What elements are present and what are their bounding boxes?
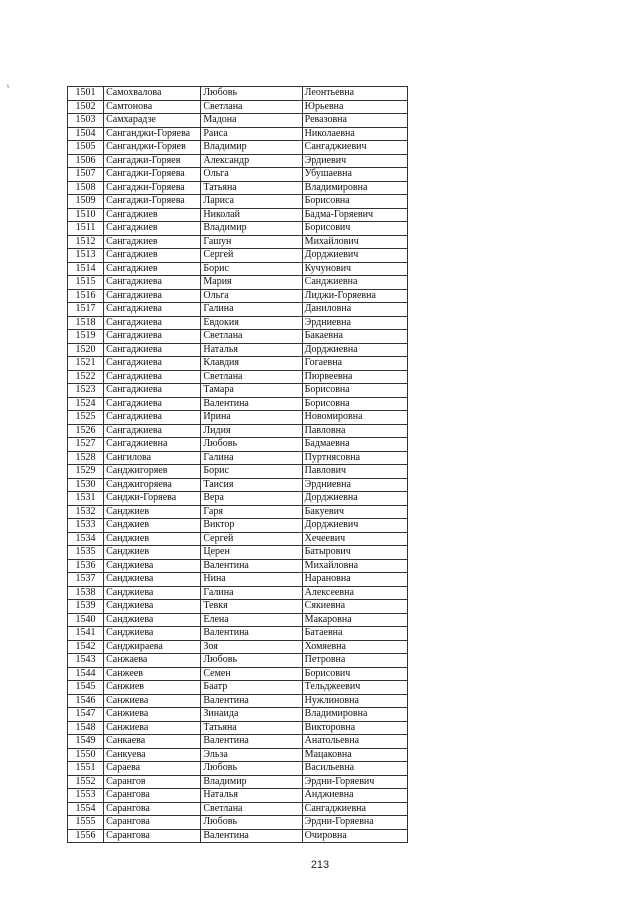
table-row — [68, 424, 408, 438]
record-number-cell: 1511 — [68, 222, 104, 236]
patronymic-cell: Батаевна — [302, 627, 407, 641]
surname-cell: Сангаджиева — [104, 411, 201, 425]
table-row — [68, 154, 408, 168]
patronymic-cell: Михайлович — [302, 235, 407, 249]
surname-cell: Сангаджиева — [104, 289, 201, 303]
first-name-cell: Николай — [201, 208, 302, 222]
record-number-cell: 1549 — [68, 735, 104, 749]
surname-cell: Санжаева — [104, 654, 201, 668]
record-number-cell: 1531 — [68, 492, 104, 506]
patronymic-cell: Анджиевна — [302, 789, 407, 803]
record-number-cell: 1535 — [68, 546, 104, 560]
first-name-cell: Светлана — [201, 802, 302, 816]
surname-cell: Сангаджиева — [104, 303, 201, 317]
first-name-cell: Любовь — [201, 654, 302, 668]
surname-cell: Сангаджиева — [104, 357, 201, 371]
surname-cell: Санкаева — [104, 735, 201, 749]
patronymic-cell: Анатольевна — [302, 735, 407, 749]
first-name-cell: Владимир — [201, 141, 302, 155]
first-name-cell: Семен — [201, 667, 302, 681]
record-number-cell: 1556 — [68, 829, 104, 843]
record-number-cell: 1548 — [68, 721, 104, 735]
patronymic-cell: Сангаджиевна — [302, 802, 407, 816]
surname-cell: Сангаджиев — [104, 249, 201, 263]
first-name-cell: Валентина — [201, 559, 302, 573]
table-row — [68, 276, 408, 290]
table-row — [68, 303, 408, 317]
surname-cell: Сангаджиева — [104, 330, 201, 344]
record-number-cell: 1504 — [68, 127, 104, 141]
surname-cell: Санджиева — [104, 586, 201, 600]
record-number-cell: 1513 — [68, 249, 104, 263]
first-name-cell: Елена — [201, 613, 302, 627]
table-row — [68, 573, 408, 587]
table-row — [68, 438, 408, 452]
first-name-cell: Валентина — [201, 627, 302, 641]
table-row — [68, 451, 408, 465]
surname-cell: Сангаджиева — [104, 397, 201, 411]
record-number-cell: 1553 — [68, 789, 104, 803]
first-name-cell: Лидия — [201, 424, 302, 438]
patronymic-cell: Сангаджиевич — [302, 141, 407, 155]
patronymic-cell: Сякиевна — [302, 600, 407, 614]
surname-cell: Сангаджи-Горяев — [104, 154, 201, 168]
table-row — [68, 397, 408, 411]
patronymic-cell: Михайловна — [302, 559, 407, 573]
table-row — [68, 667, 408, 681]
record-number-cell: 1517 — [68, 303, 104, 317]
first-name-cell: Валентина — [201, 694, 302, 708]
patronymic-cell: Нужлиновна — [302, 694, 407, 708]
table-row — [68, 708, 408, 722]
surname-cell: Сангаджи-Горяева — [104, 168, 201, 182]
patronymic-cell: Санджиевна — [302, 276, 407, 290]
first-name-cell: Любовь — [201, 816, 302, 830]
surname-cell: Сарангов — [104, 775, 201, 789]
first-name-cell: Зоя — [201, 640, 302, 654]
record-number-cell: 1509 — [68, 195, 104, 209]
patronymic-cell: Пюрвеевна — [302, 370, 407, 384]
patronymic-cell: Алексеевна — [302, 586, 407, 600]
record-number-cell: 1512 — [68, 235, 104, 249]
record-number-cell: 1528 — [68, 451, 104, 465]
first-name-cell: Татьяна — [201, 721, 302, 735]
patronymic-cell: Васильевна — [302, 762, 407, 776]
surname-cell: Санжиева — [104, 708, 201, 722]
first-name-cell: Галина — [201, 586, 302, 600]
surname-cell: Сангаджиев — [104, 262, 201, 276]
patronymic-cell: Хомяевна — [302, 640, 407, 654]
record-number-cell: 1518 — [68, 316, 104, 330]
record-number-cell: 1529 — [68, 465, 104, 479]
record-number-cell: 1508 — [68, 181, 104, 195]
surname-cell: Самохвалова — [104, 87, 201, 101]
patronymic-cell: Новомировна — [302, 411, 407, 425]
first-name-cell: Гаря — [201, 505, 302, 519]
surname-cell: Сангаджиев — [104, 222, 201, 236]
record-number-cell: 1541 — [68, 627, 104, 641]
table-row — [68, 316, 408, 330]
table-row — [68, 384, 408, 398]
table-row — [68, 816, 408, 830]
record-number-cell: 1526 — [68, 424, 104, 438]
record-number-cell: 1544 — [68, 667, 104, 681]
first-name-cell: Владимир — [201, 222, 302, 236]
surname-cell: Санганджи-Горяев — [104, 141, 201, 155]
patronymic-cell: Батырович — [302, 546, 407, 560]
surname-cell: Сангаджиев — [104, 208, 201, 222]
surname-cell: Сарангова — [104, 829, 201, 843]
table-row — [68, 546, 408, 560]
first-name-cell: Мадона — [201, 114, 302, 128]
surname-cell: Самхарадзе — [104, 114, 201, 128]
table-row — [68, 519, 408, 533]
page-number: 213 — [310, 859, 330, 871]
patronymic-cell: Мацаковна — [302, 748, 407, 762]
first-name-cell: Валентина — [201, 829, 302, 843]
table-row — [68, 357, 408, 371]
patronymic-cell: Очировна — [302, 829, 407, 843]
first-name-cell: Нина — [201, 573, 302, 587]
surname-cell: Сарангова — [104, 789, 201, 803]
patronymic-cell: Тельджеевич — [302, 681, 407, 695]
record-number-cell: 1516 — [68, 289, 104, 303]
surname-cell: Санкуева — [104, 748, 201, 762]
table-row — [68, 114, 408, 128]
first-name-cell: Любовь — [201, 438, 302, 452]
patronymic-cell: Дорджиевич — [302, 519, 407, 533]
patronymic-cell: Владимировна — [302, 708, 407, 722]
surname-cell: Сангаджи-Горяева — [104, 181, 201, 195]
first-name-cell: Борис — [201, 262, 302, 276]
record-number-cell: 1524 — [68, 397, 104, 411]
table-row — [68, 802, 408, 816]
surname-cell: Санжиева — [104, 721, 201, 735]
patronymic-cell: Эрдни-Горяевич — [302, 775, 407, 789]
surname-cell: Санджиев — [104, 532, 201, 546]
surname-cell: Санганджи-Горяева — [104, 127, 201, 141]
record-number-cell: 1507 — [68, 168, 104, 182]
surname-cell: Санджиева — [104, 573, 201, 587]
patronymic-cell: Бадмаевна — [302, 438, 407, 452]
patronymic-cell: Убушаевна — [302, 168, 407, 182]
record-number-cell: 1501 — [68, 87, 104, 101]
surname-cell: Санджираева — [104, 640, 201, 654]
patronymic-cell: Ревазовна — [302, 114, 407, 128]
table-row — [68, 181, 408, 195]
surname-cell: Санжиев — [104, 681, 201, 695]
first-name-cell: Борис — [201, 465, 302, 479]
record-number-cell: 1537 — [68, 573, 104, 587]
first-name-cell: Валентина — [201, 397, 302, 411]
patronymic-cell: Бакуевич — [302, 505, 407, 519]
surname-cell: Санджиев — [104, 519, 201, 533]
surname-cell: Санджиева — [104, 600, 201, 614]
surname-cell: Санджиев — [104, 505, 201, 519]
first-name-cell: Любовь — [201, 87, 302, 101]
first-name-cell: Таисия — [201, 478, 302, 492]
surname-cell: Сараева — [104, 762, 201, 776]
first-name-cell: Виктор — [201, 519, 302, 533]
surname-cell: Сангилова — [104, 451, 201, 465]
table-row — [68, 411, 408, 425]
table-row — [68, 127, 408, 141]
surname-cell: Санджигоряев — [104, 465, 201, 479]
table-row — [68, 640, 408, 654]
patronymic-cell: Борисович — [302, 667, 407, 681]
table-row — [68, 465, 408, 479]
first-name-cell: Евдокия — [201, 316, 302, 330]
surname-cell: Сангаджиева — [104, 343, 201, 357]
record-number-cell: 1555 — [68, 816, 104, 830]
record-number-cell: 1545 — [68, 681, 104, 695]
patronymic-cell: Дорджиевич — [302, 249, 407, 263]
record-number-cell: 1527 — [68, 438, 104, 452]
record-number-cell: 1543 — [68, 654, 104, 668]
first-name-cell: Александр — [201, 154, 302, 168]
record-number-cell: 1510 — [68, 208, 104, 222]
record-number-cell: 1551 — [68, 762, 104, 776]
table-row — [68, 249, 408, 263]
record-number-cell: 1523 — [68, 384, 104, 398]
table-row — [68, 586, 408, 600]
table-row — [68, 559, 408, 573]
table-row — [68, 492, 408, 506]
surname-cell: Сангаджиева — [104, 384, 201, 398]
first-name-cell: Сергей — [201, 532, 302, 546]
table-row — [68, 208, 408, 222]
first-name-cell: Гашун — [201, 235, 302, 249]
first-name-cell: Лариса — [201, 195, 302, 209]
record-number-cell: 1547 — [68, 708, 104, 722]
patronymic-cell: Эрдни-Горяевна — [302, 816, 407, 830]
record-number-cell: 1505 — [68, 141, 104, 155]
patronymic-cell: Хечеевич — [302, 532, 407, 546]
table-row — [68, 627, 408, 641]
patronymic-cell: Эрдниевна — [302, 316, 407, 330]
table-row — [68, 681, 408, 695]
first-name-cell: Вера — [201, 492, 302, 506]
record-number-cell: 1521 — [68, 357, 104, 371]
record-number-cell: 1540 — [68, 613, 104, 627]
patronymic-cell: Лиджи-Горяевна — [302, 289, 407, 303]
table-row — [68, 748, 408, 762]
record-number-cell: 1534 — [68, 532, 104, 546]
first-name-cell: Церен — [201, 546, 302, 560]
record-number-cell: 1519 — [68, 330, 104, 344]
patronymic-cell: Эрдиевич — [302, 154, 407, 168]
first-name-cell: Светлана — [201, 330, 302, 344]
record-number-cell: 1506 — [68, 154, 104, 168]
record-number-cell: 1536 — [68, 559, 104, 573]
table-row — [68, 613, 408, 627]
table-row — [68, 235, 408, 249]
patronymic-cell: Юрьевна — [302, 100, 407, 114]
first-name-cell: Наталья — [201, 343, 302, 357]
surname-cell: Сангаджиева — [104, 316, 201, 330]
record-number-cell: 1520 — [68, 343, 104, 357]
roster-table — [67, 86, 408, 843]
table-row — [68, 829, 408, 843]
record-number-cell: 1533 — [68, 519, 104, 533]
record-number-cell: 1552 — [68, 775, 104, 789]
first-name-cell: Ольга — [201, 168, 302, 182]
record-number-cell: 1503 — [68, 114, 104, 128]
table-row — [68, 775, 408, 789]
table-row — [68, 343, 408, 357]
patronymic-cell: Борисович — [302, 222, 407, 236]
first-name-cell: Владимир — [201, 775, 302, 789]
patronymic-cell: Леонтьевна — [302, 87, 407, 101]
first-name-cell: Баатр — [201, 681, 302, 695]
first-name-cell: Сергей — [201, 249, 302, 263]
surname-cell: Сарангова — [104, 802, 201, 816]
patronymic-cell: Борисовна — [302, 384, 407, 398]
surname-cell: Сангаджиева — [104, 424, 201, 438]
first-name-cell: Тамара — [201, 384, 302, 398]
patronymic-cell: Бадма-Горяевич — [302, 208, 407, 222]
surname-cell: Санджигоряева — [104, 478, 201, 492]
record-number-cell: 1525 — [68, 411, 104, 425]
table-row — [68, 532, 408, 546]
first-name-cell: Раиса — [201, 127, 302, 141]
first-name-cell: Любовь — [201, 762, 302, 776]
first-name-cell: Клавдия — [201, 357, 302, 371]
record-number-cell: 1530 — [68, 478, 104, 492]
patronymic-cell: Дорджиевна — [302, 492, 407, 506]
table-row — [68, 262, 408, 276]
table-row — [68, 762, 408, 776]
table-row — [68, 330, 408, 344]
surname-cell: Санджиев — [104, 546, 201, 560]
first-name-cell: Светлана — [201, 100, 302, 114]
record-number-cell: 1502 — [68, 100, 104, 114]
first-name-cell: Эльза — [201, 748, 302, 762]
table-row — [68, 289, 408, 303]
record-number-cell: 1532 — [68, 505, 104, 519]
surname-cell: Санджиева — [104, 559, 201, 573]
roster-table-body — [68, 87, 408, 843]
surname-cell: Санджиева — [104, 613, 201, 627]
patronymic-cell: Даниловна — [302, 303, 407, 317]
table-row — [68, 735, 408, 749]
table-row — [68, 600, 408, 614]
first-name-cell: Татьяна — [201, 181, 302, 195]
table-row — [68, 721, 408, 735]
table-row — [68, 222, 408, 236]
patronymic-cell: Викторовна — [302, 721, 407, 735]
surname-cell: Санжеев — [104, 667, 201, 681]
table-row — [68, 654, 408, 668]
record-number-cell: 1515 — [68, 276, 104, 290]
table-row — [68, 478, 408, 492]
record-number-cell: 1554 — [68, 802, 104, 816]
patronymic-cell: Павлович — [302, 465, 407, 479]
patronymic-cell: Борисовна — [302, 195, 407, 209]
first-name-cell: Мария — [201, 276, 302, 290]
patronymic-cell: Павловна — [302, 424, 407, 438]
table-row — [68, 694, 408, 708]
first-name-cell: Наталья — [201, 789, 302, 803]
patronymic-cell: Нарановна — [302, 573, 407, 587]
first-name-cell: Ольга — [201, 289, 302, 303]
record-number-cell: 1546 — [68, 694, 104, 708]
surname-cell: Сангаджи-Горяева — [104, 195, 201, 209]
record-number-cell: 1538 — [68, 586, 104, 600]
patronymic-cell: Николаевна — [302, 127, 407, 141]
patronymic-cell: Борисовна — [302, 397, 407, 411]
table-row — [68, 168, 408, 182]
record-number-cell: 1539 — [68, 600, 104, 614]
first-name-cell: Галина — [201, 451, 302, 465]
patronymic-cell: Пуртнясовна — [302, 451, 407, 465]
record-number-cell: 1522 — [68, 370, 104, 384]
patronymic-cell: Дорджиевна — [302, 343, 407, 357]
surname-cell: Санджи-Горяева — [104, 492, 201, 506]
first-name-cell: Тевкя — [201, 600, 302, 614]
surname-cell: Самтонова — [104, 100, 201, 114]
first-name-cell: Светлана — [201, 370, 302, 384]
surname-cell: Сангаджиева — [104, 276, 201, 290]
patronymic-cell: Макаровна — [302, 613, 407, 627]
first-name-cell: Ирина — [201, 411, 302, 425]
surname-cell: Сарангова — [104, 816, 201, 830]
surname-cell: Сангаджиев — [104, 235, 201, 249]
table-row — [68, 789, 408, 803]
patronymic-cell: Петровна — [302, 654, 407, 668]
record-number-cell: 1542 — [68, 640, 104, 654]
table-row — [68, 141, 408, 155]
patronymic-cell: Кучунович — [302, 262, 407, 276]
record-number-cell: 1514 — [68, 262, 104, 276]
table-row — [68, 505, 408, 519]
surname-cell: Санджиева — [104, 627, 201, 641]
patronymic-cell: Эрдниевна — [302, 478, 407, 492]
margin-mark: ι — [7, 82, 10, 90]
table-row — [68, 195, 408, 209]
record-number-cell: 1550 — [68, 748, 104, 762]
patronymic-cell: Бакаевна — [302, 330, 407, 344]
patronymic-cell: Гогаевна — [302, 357, 407, 371]
table-row — [68, 100, 408, 114]
first-name-cell: Валентина — [201, 735, 302, 749]
first-name-cell: Зинаида — [201, 708, 302, 722]
first-name-cell: Галина — [201, 303, 302, 317]
surname-cell: Сангаджиевна — [104, 438, 201, 452]
table-row — [68, 370, 408, 384]
surname-cell: Санжиева — [104, 694, 201, 708]
patronymic-cell: Владимировна — [302, 181, 407, 195]
surname-cell: Сангаджиева — [104, 370, 201, 384]
table-row — [68, 87, 408, 101]
